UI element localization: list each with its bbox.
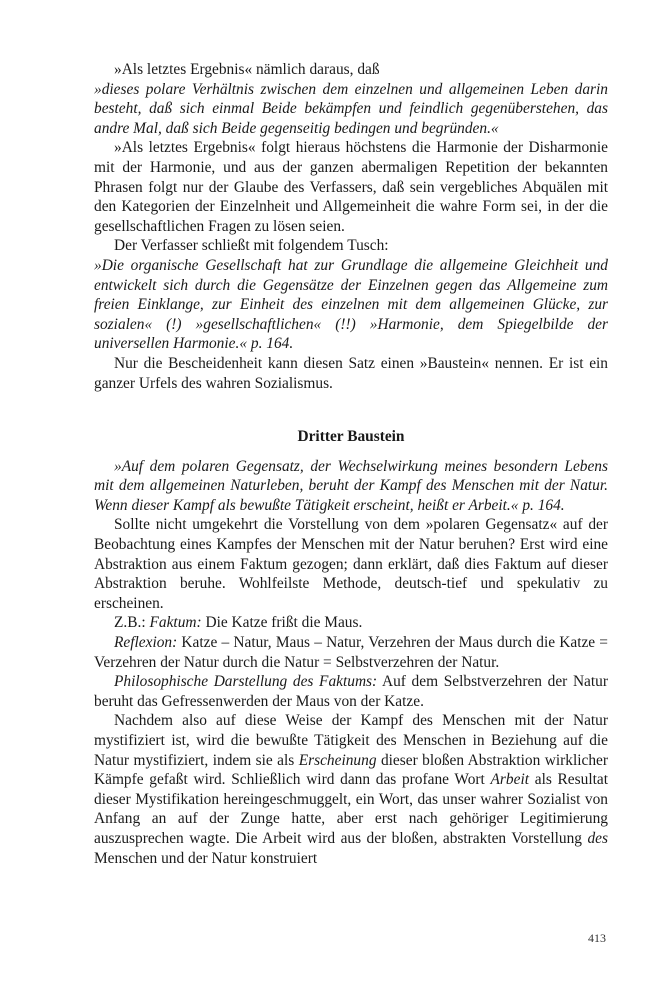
reflexion-label: Reflexion: [114, 634, 178, 652]
mystification-text-c: dieser bloßen Abstraktion wirklicher Kämpfe gefaßt wird. Schließlich wird dann das profane Wort [94, 751, 608, 789]
page-number: 413 [588, 931, 606, 945]
quote-polar-relation: »dieses polare Verhältnis zwischen dem einzelnen und allgemeinen Leben darin besteht, daß sich einmal Beide bekämpfen und feindlich gegenüberstehen, das andre Mal, daß sich Beide gegenseitig bedingen und begründen.« [94, 80, 608, 137]
fact-text: Die Katze frißt die Maus. [201, 614, 363, 632]
section-heading: Dritter Baustein [297, 428, 405, 446]
paragraph-result: »Als letztes Ergebnis« folgt hieraus höchstens die Harmonie der Disharmonie mit der Harmonie, und aus der ganzen abermaligen Repetition der bekannten Phrasen folgt nur der Glaube des Verfassers, daß sein vergebliches Abquälen mit den Kategorien der Einzelnheit und Allgemeinheit die wahre Form sei, in der die gesellschaftlichen Fragen zu lösen seien. [94, 139, 608, 235]
reflexion-text: Katze – Natur, Maus – Natur, Verzehren der Maus durch die Katze = Verzehren der Natur durch die Natur = Selbstverzehren der Natur. [94, 634, 608, 671]
mystification-emph-des: des [587, 829, 608, 847]
paragraph-philosophical [94, 672, 608, 711]
paragraph-inversion: Sollte nicht umgekehrt die Vorstellung von dem »polaren Gegensatz« auf der Beobachtung eines Kampfes der Menschen mit der Natur beruhen? Erst wird eine Abstraktion aus einem Faktum gezogen; dann erklärt, daß dies Faktum auf dieser Abstraktion beruhe. Wohlfeilste Methode, deutsch-tief und spekulativ zu erscheinen. [94, 516, 608, 612]
paragraph-example-fact [94, 613, 608, 633]
example-prefix: Z.B.: [114, 614, 150, 632]
page-body [94, 60, 608, 868]
mystification-text-g: Menschen und der Natur konstruiert [94, 849, 318, 867]
fact-label: Faktum: [149, 614, 202, 632]
paragraph-1-intro: »Als letztes Ergebnis« nämlich daraus, daß [114, 61, 380, 78]
paragraph-reflexion [94, 633, 608, 672]
mystification-emph-arbeit: Arbeit [490, 771, 530, 789]
philosophical-label: Philosophische Darstellung des Faktums: [114, 673, 378, 691]
quote-organic-society: »Die organische Gesellschaft hat zur Grundlage die allgemeine Gleichheit und entwickelt sich durch die Gegensätze der Einzelnen gegen das Allgemeine zum freien Einklange, zur Einheit des einzelnen mit dem allgemeinen Glücke, zur sozialen« (!) »gesellschaftlichen« (!!) »Harmonie, dem Spiegelbilde der universellen Harmonie.« p. 164. [94, 256, 608, 353]
paragraph-mystification [94, 711, 608, 868]
mystification-emph-erscheinung: Erscheinung [298, 751, 377, 769]
mystification-text-a: Nachdem also auf diese Weise der Kampf des Menschen mit der Natur mystifiziert ist, wird die bewußte Tätigkeit des Menschen in Beziehung auf die Natur mystifiziert, indem sie als [94, 712, 608, 769]
philosophical-text: Auf dem Selbstverzehren der Natur beruht das Gefressenwerden der Maus von der Katze. [94, 673, 608, 710]
quote-polar-opposition: »Auf dem polaren Gegensatz, der Wechselwirkung meines besondern Lebens mit dem allgemeinen Naturleben, beruht der Kampf des Menschen mit der Natur. Wenn dieser Kampf als bewußte Tätigkeit erscheint, heißt er Arbeit.« p. 164. [94, 457, 608, 514]
paragraph-tusch: Der Verfasser schließt mit folgendem Tusch: [114, 237, 389, 255]
mystification-text-e: als Resultat dieser Mystifikation hereingeschmuggelt, ein Wort, das unser wahrer Sozialist von Anfang an auf der Zunge hatte, aber erst nach gehöriger Legitimierung auszusprechen wagte. Die Arbeit wird aus der bloßen, abstrakten Vorstellung [94, 771, 608, 847]
paragraph-baustein: Nur die Bescheidenheit kann diesen Satz einen »Baustein« nennen. Er ist ein ganzer Urfels des wahren Sozialismus. [94, 354, 608, 392]
